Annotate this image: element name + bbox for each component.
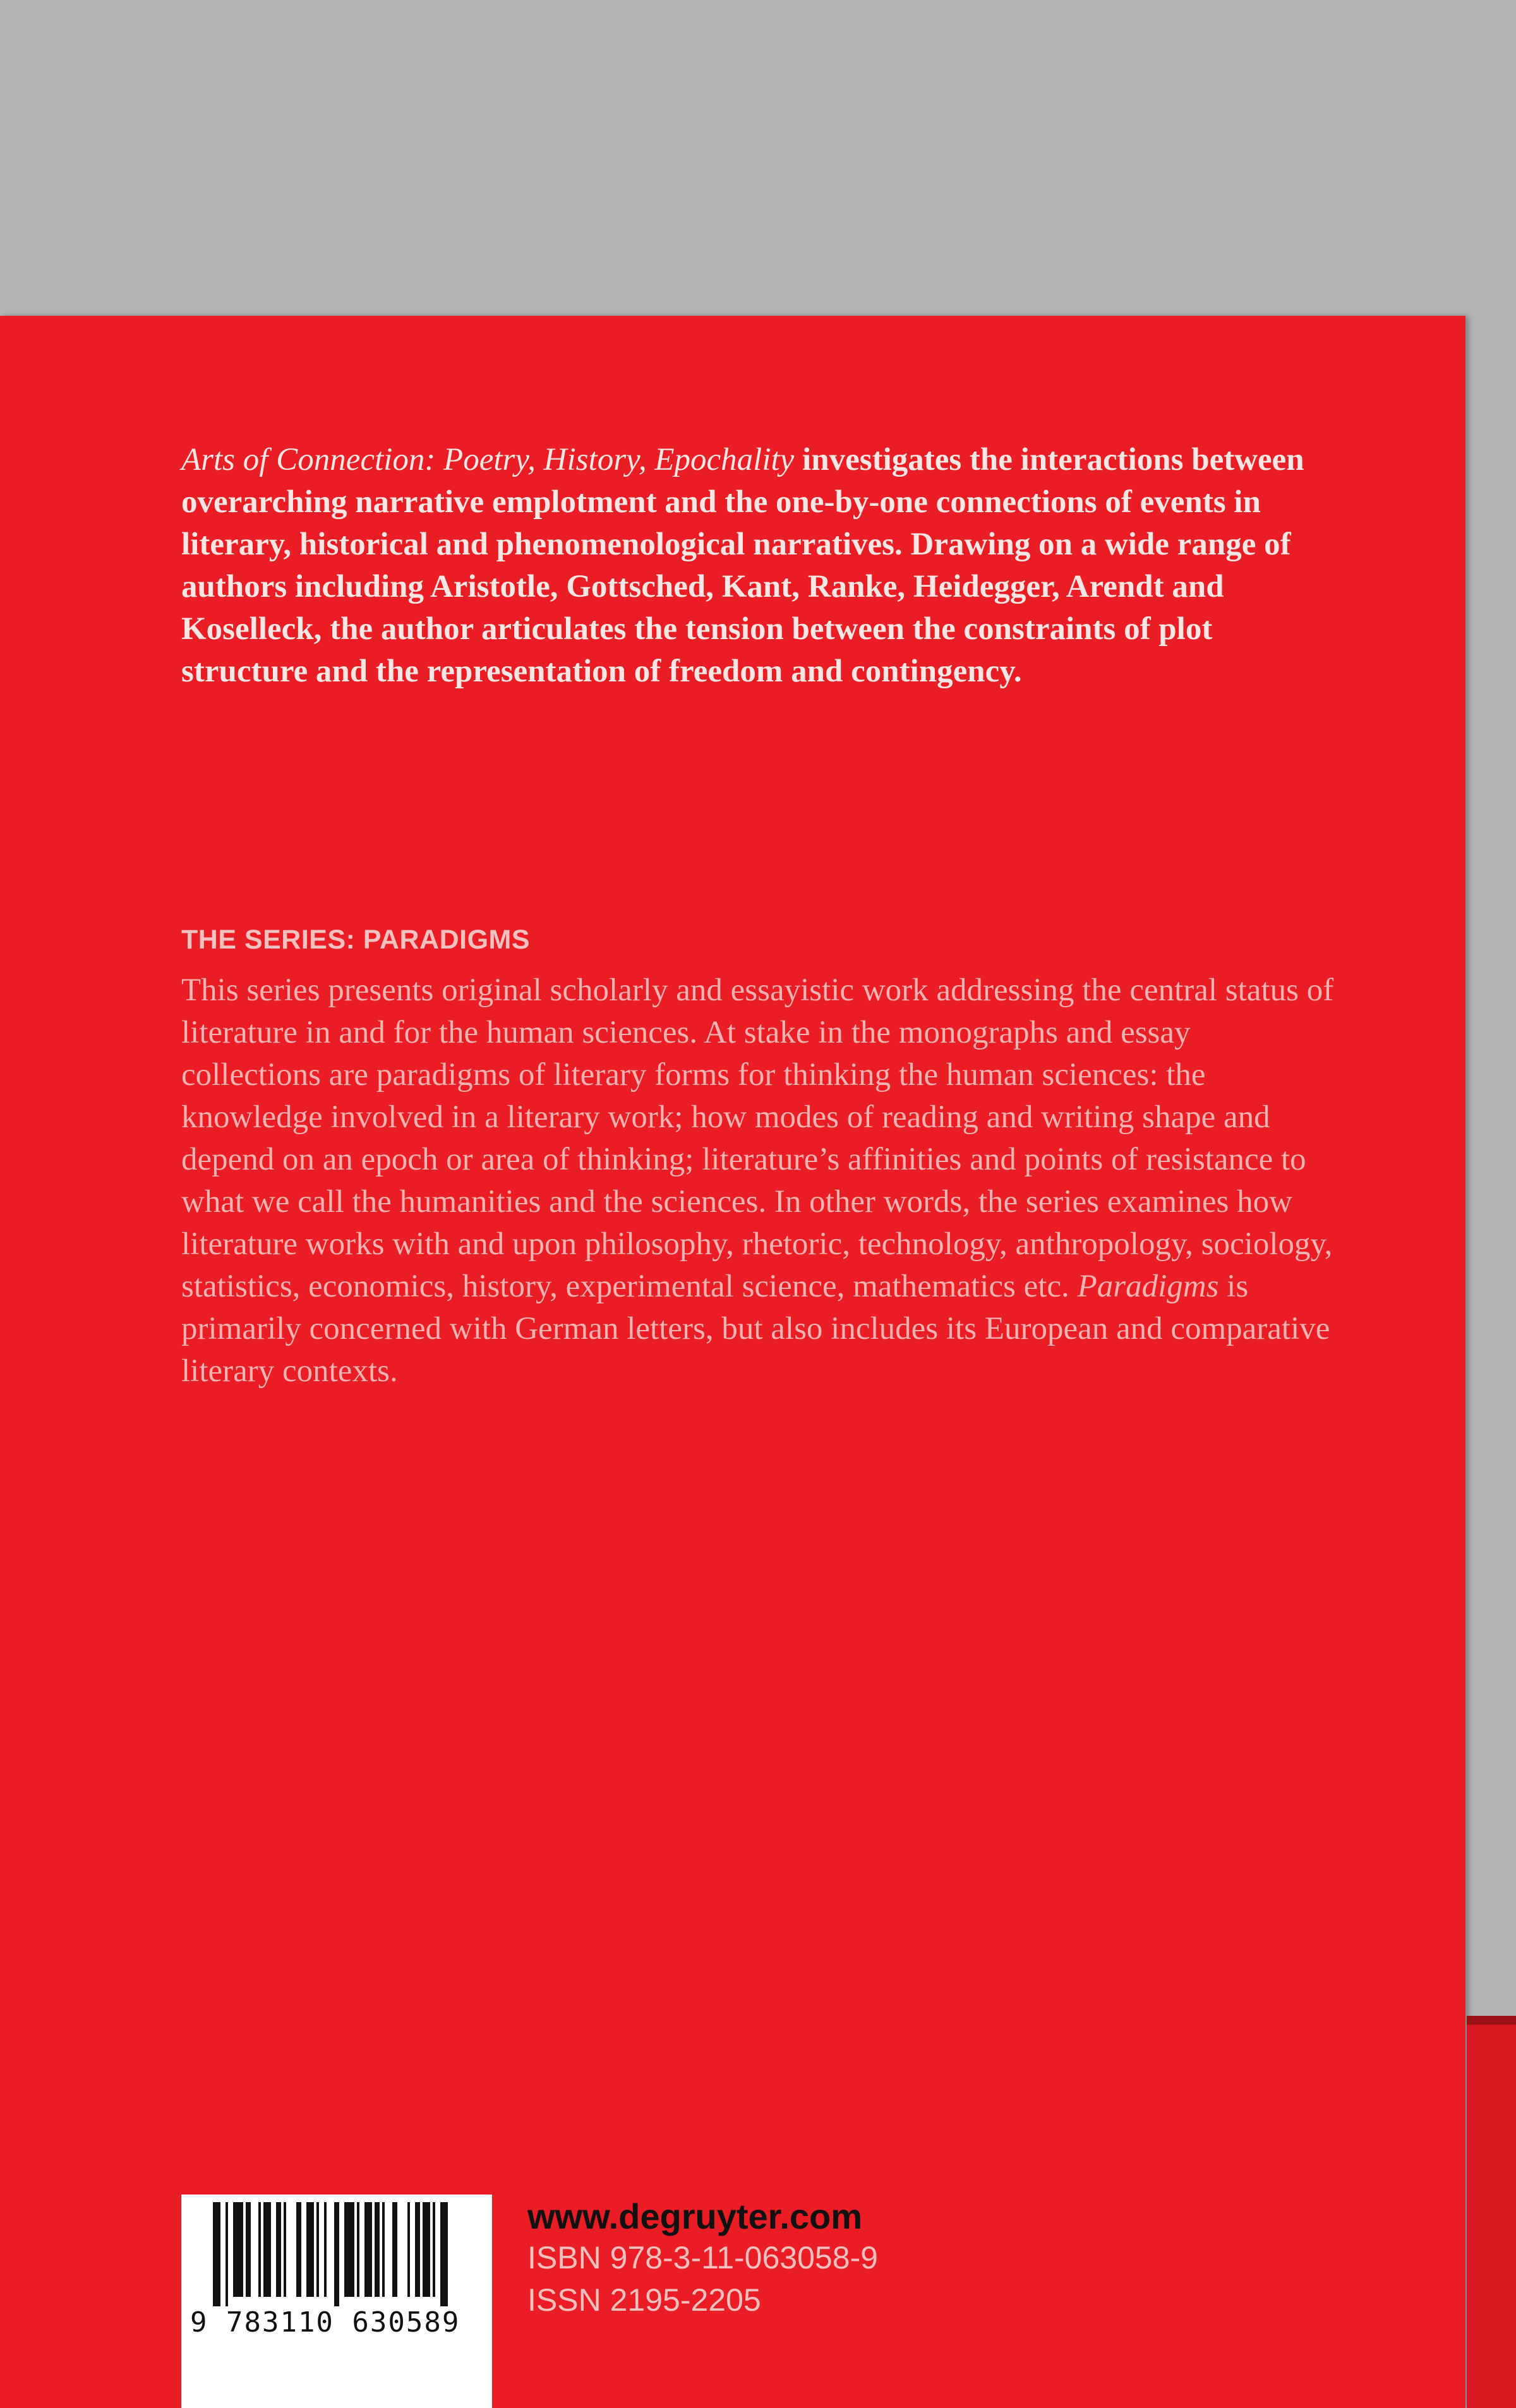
barcode-bar [357, 2202, 359, 2297]
barcode-bar [440, 2202, 448, 2306]
series-text-part-2: is primarily concerned with German letters, but also includes its European and comparative literary contexts. [181, 1269, 1330, 1389]
barcode-bar [344, 2202, 354, 2297]
blurb-text: investigates the interactions between overarching narrative emplotment and the one-by-one connections of events in literary, historical and phenomenological narratives. Drawing on a wide range of authors including Aristotle, Gottsched, Kant, Ranke, Heidegger, Arendt and Koselleck, the author articulates the tension between the constraints of plot structure and the representation of freedom and contingency. [181, 442, 1304, 689]
barcode-bar [334, 2202, 339, 2306]
barcode-bar [415, 2202, 420, 2297]
barcode-bar [213, 2202, 220, 2306]
barcode-bar [296, 2202, 301, 2297]
barcode-bar [382, 2202, 385, 2297]
book-title: Arts of Connection: Poetry, History, Epochality [181, 442, 795, 477]
publisher-website[interactable]: www.degruyter.com [527, 2196, 863, 2236]
barcode-digits: 9 783110 630589 [190, 2306, 460, 2339]
barcode-bar [276, 2202, 281, 2297]
barcode-bar [316, 2202, 319, 2297]
barcode-bar [258, 2202, 261, 2297]
barcode-bar [364, 2202, 372, 2297]
barcode-bar [324, 2202, 327, 2297]
book-blurb [181, 439, 1337, 693]
barcode-bar [433, 2202, 435, 2297]
barcode-bar [226, 2202, 228, 2306]
barcode-bar [392, 2202, 397, 2297]
barcode-bar [284, 2202, 286, 2297]
barcode-bar [246, 2202, 251, 2297]
barcode-bar [375, 2202, 380, 2297]
series-text-part-1: This series presents original scholarly and essayistic work addressing the central status of literature in and for the human sciences. At stake in the monographs and essay collections are paradigms of literary forms for thinking the human sciences: the knowledge involved in a literary work; how modes of reading and writing shape and depend on an epoch or area of thinking; literature’s affinities and points of resistance to what we call the humanities and the sciences. In other words, the series examines how literature works with and upon philosophy, rhetoric, technology, anthropology, sociology, statistics, economics, history, experimental science, mathematics etc. [181, 973, 1334, 1304]
barcode-bar [423, 2202, 430, 2297]
barcode-icon [213, 2202, 472, 2306]
series-description [181, 969, 1337, 1393]
barcode-bar [306, 2202, 314, 2297]
barcode-panel [181, 2195, 492, 2408]
isbn-number: ISBN 978-3-11-063058-9 [527, 2240, 878, 2275]
barcode-bar [263, 2202, 271, 2297]
issn-number: ISSN 2195-2205 [527, 2282, 761, 2318]
series-name-italic: Paradigms [1077, 1269, 1219, 1304]
series-heading: THE SERIES: PARADIGMS [181, 925, 531, 955]
book-edge [1467, 2016, 1516, 2408]
barcode-bar [407, 2202, 410, 2297]
barcode-bar [233, 2202, 243, 2297]
